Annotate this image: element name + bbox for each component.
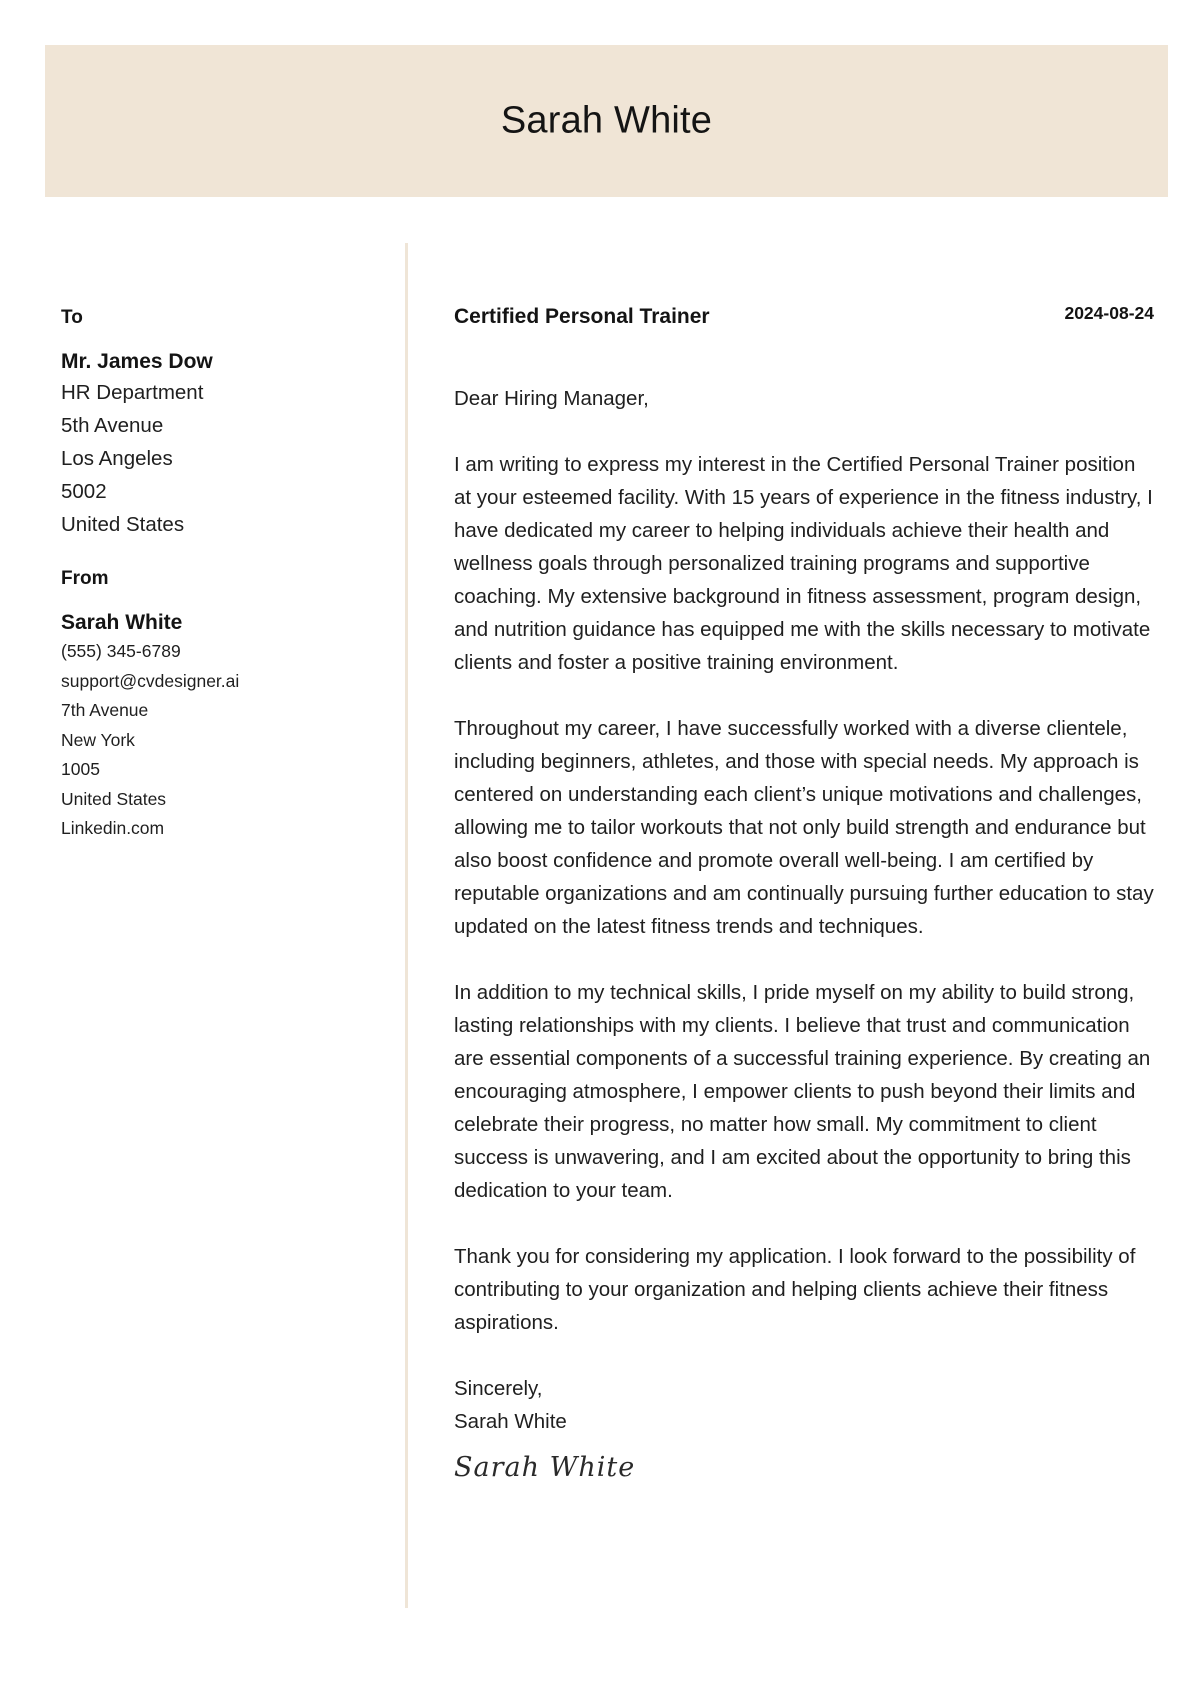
column-divider (405, 243, 408, 1608)
recipient-department: HR Department (61, 381, 204, 404)
sender-website: Linkedin.com (61, 818, 165, 838)
paragraph-1: I am writing to express my interest in the Certified Personal Trainer position at your esteemed facility. With 15 years of experience in the fitness industry, I have dedicated my career to helping individuals achieve their health and wellness goals through personalized training programs and supportive coaching. My extensive background in fitness assessment, program design, and nutrition guidance has equipped me with the skills necessary to motivate clients and foster a positive training environment. (454, 453, 1153, 674)
sender-phone: (555) 345-6789 (61, 641, 181, 661)
job-title: Certified Personal Trainer (454, 305, 710, 328)
letter-body (454, 305, 1154, 1483)
to-label: To (61, 307, 83, 328)
sender-name: Sarah White (61, 611, 183, 634)
letter-title-row (454, 305, 1154, 333)
sender-city: New York (61, 729, 135, 750)
sender-country: United States (61, 788, 167, 809)
sender-zip: 1005 (61, 759, 100, 779)
closing-name: Sarah White (454, 1410, 567, 1433)
letter-date: 2024-08-24 (1064, 303, 1154, 323)
sender-street: 7th Avenue (61, 700, 149, 720)
paragraph-4: Thank you for considering my application. I look forward to the possibility of contributing to your organization and helping clients achieve their fitness aspirations. (454, 1245, 1136, 1334)
from-label: From (61, 568, 109, 589)
closing-phrase: Sincerely, (454, 1377, 543, 1400)
paragraph-2: Throughout my career, I have successfully worked with a diverse clientele, including beginners, athletes, and those with special needs. My approach is centered on understanding each client’s unique motivations and challenges, allowing me to tailor workouts that not only build strength and endurance but also boost confidence and promote overall well-being. I am certified by reputable organizations and am continually pursuing further education to stay updated on the latest fitness trends and techniques. (454, 717, 1154, 938)
recipient-name: Mr. James Dow (61, 350, 213, 373)
paragraph-3: In addition to my technical skills, I pride myself on my ability to build strong, lasting relationships with my clients. I believe that trust and communication are essential components of a successful training experience. By creating an encouraging atmosphere, I empower clients to push beyond their limits and celebrate their progress, no matter how small. My commitment to client success is unwavering, and I am excited about the opportunity to bring this dedication to your team. (454, 981, 1151, 1202)
recipient-zip: 5002 (61, 480, 107, 503)
header-band (45, 45, 1168, 197)
recipient-city: Los Angeles (61, 447, 173, 470)
salutation: Dear Hiring Manager, (454, 387, 649, 410)
sidebar (61, 305, 381, 844)
sender-email: support@cvdesigner.ai (61, 670, 240, 691)
recipient-street: 5th Avenue (61, 414, 164, 437)
recipient-country: United States (61, 513, 185, 536)
signature: Sarah White (454, 1452, 636, 1483)
closing-block (454, 1372, 1154, 1438)
header-name: Sarah White (500, 99, 713, 142)
